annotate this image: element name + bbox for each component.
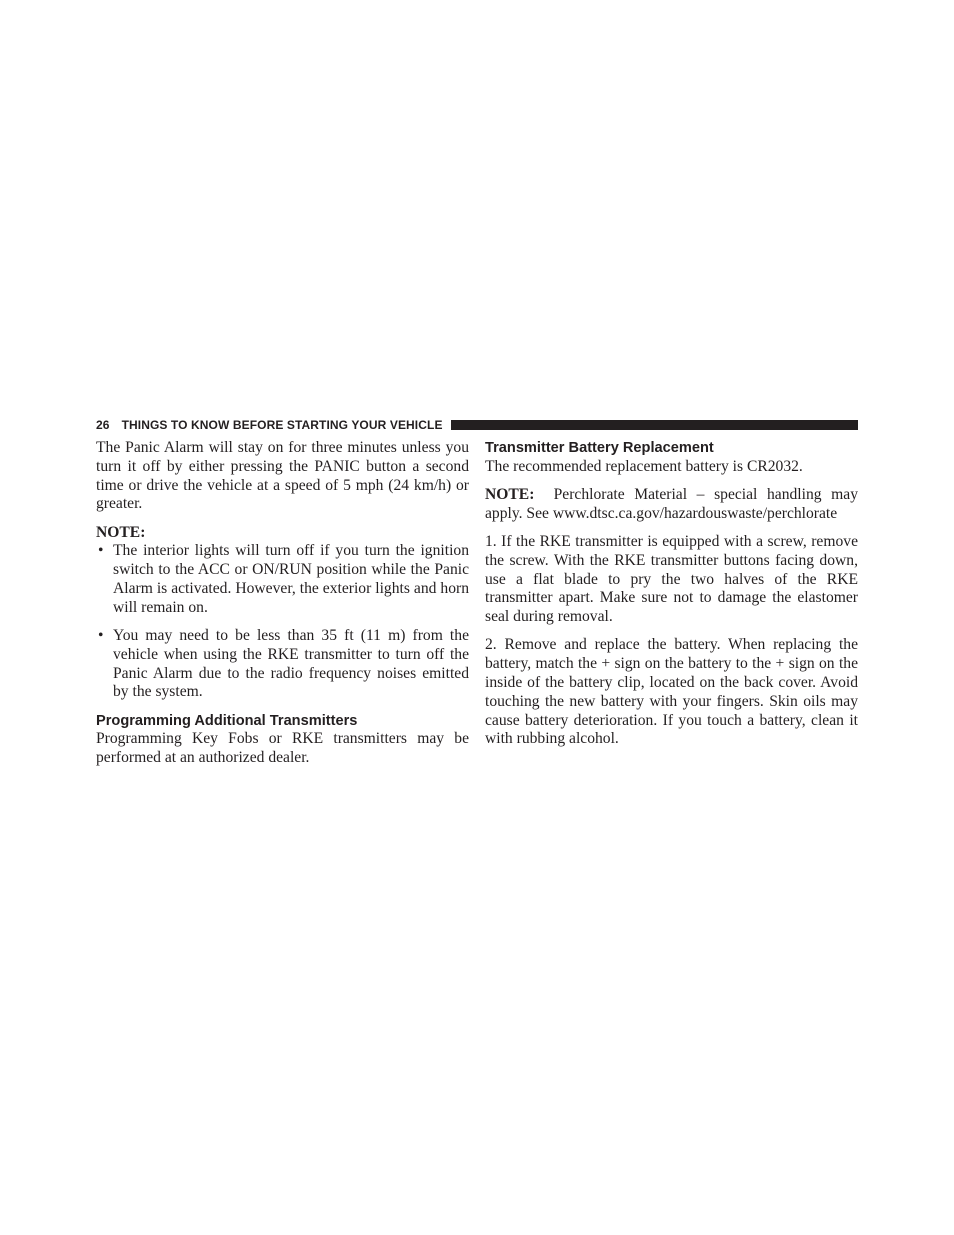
section-title: THINGS TO KNOW BEFORE STARTING YOUR VEHICLE	[121, 418, 443, 432]
page-number: 26	[96, 418, 110, 432]
bullet-icon: •	[98, 626, 104, 644]
battery-intro: The recommended replacement battery is CR2032.	[485, 457, 803, 475]
step-2-paragraph: 2. Remove and replace the battery. When replacing the battery, match the + sign on the battery to the + sign on the inside of the battery clip, located on the back cover. Avoid touching the new battery with your fingers. Skin oils may cause battery deterioration. If you touch a battery, clean it with rubbing alcohol.	[485, 636, 858, 748]
panic-alarm-paragraph: The Panic Alarm will stay on for three minutes unless you turn it off by either pressing the PANIC button a second time or drive the vehicle at a speed of 5 mph (24 km/h) or greater.	[96, 439, 469, 513]
note-text: Perchlorate Material – special handling may apply. See www.dtsc.ca.gov/hazardouswaste/perchlorate	[485, 485, 859, 522]
programming-heading: Programming Additional Transmitters	[96, 712, 358, 729]
bullet-icon: •	[98, 542, 104, 560]
header-rule	[451, 420, 858, 430]
list-item	[96, 542, 469, 617]
bullet-text: You may need to be less than 35 ft (11 m) from the vehicle when using the RKE transmitter to turn off the Panic Alarm due to the radio frequency noises emitted by the system.	[113, 626, 469, 701]
right-column	[485, 438, 858, 749]
programming-paragraph: Programming Key Fobs or RKE transmitters may be performed at an authorized dealer.	[96, 730, 469, 767]
note-label: NOTE:	[485, 485, 535, 503]
left-column	[96, 438, 469, 768]
step-1-paragraph: 1. If the RKE transmitter is equipped with a screw, remove the screw. With the RKE transmitter buttons facing down, use a flat blade to pry the two halves of the RKE transmitter apart. Make sure not to damage the elastomer seal during removal.	[485, 532, 858, 626]
battery-heading: Transmitter Battery Replacement	[485, 440, 714, 456]
bullet-text: The interior lights will turn off if you turn the ignition switch to the ACC or ON/RUN position while the Panic Alarm is activated. However, the exterior lights and horn will remain on.	[113, 542, 469, 616]
page-header	[96, 417, 858, 433]
note-label: NOTE:	[96, 523, 146, 541]
note-bullet-list	[96, 542, 469, 702]
list-item	[96, 627, 469, 702]
perchlorate-note	[485, 486, 858, 524]
